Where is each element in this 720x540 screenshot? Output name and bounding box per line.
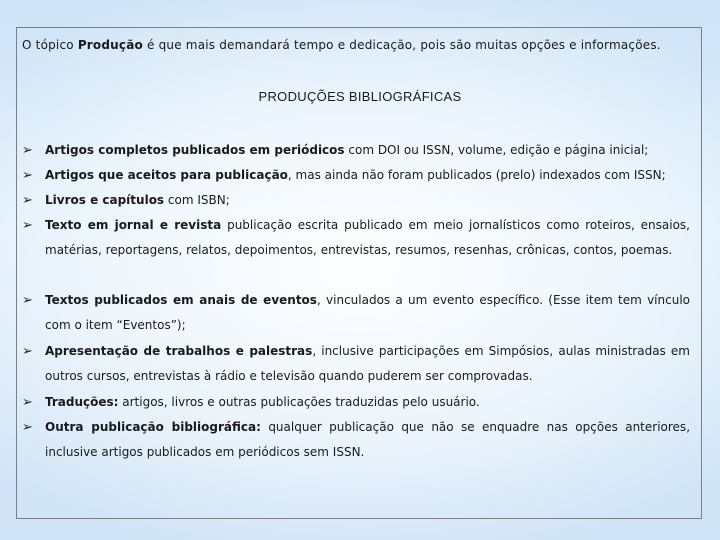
item-text: com ISBN; [164,193,230,207]
arrowhead-bullet-icon: ➢ [22,218,33,233]
item-text: com DOI ou ISSN, volume, edição e página inicial; [344,143,649,157]
list-item [22,138,690,163]
list-item [22,415,690,465]
arrowhead-bullet-icon: ➢ [22,395,33,410]
arrowhead-bullet-icon: ➢ [22,293,33,308]
arrowhead-bullet-icon: ➢ [22,193,33,208]
item-text: artigos, livros e outras publicações traduzidas pelo usuário. [118,395,480,409]
list-item [22,163,690,188]
item-text: , vinculados a um evento específico. (Esse item tem vínculo com o item “Eventos”); [45,293,690,332]
intro-suffix: é que mais demandará tempo e dedicação, pois são muitas opções e informações. [142,38,661,52]
intro-bold-term: Produção [77,38,143,52]
list-item [22,339,690,389]
arrowhead-bullet-icon: ➢ [22,344,33,359]
item-text: publicação escrita publicado em meio jornalísticos como roteiros, ensaios, matérias, reportagens, relatos, depoimentos, entrevistas, resumos, resenhas, crônicas, contos, poemas. [45,218,690,257]
arrowhead-bullet-icon: ➢ [22,143,33,158]
list-item [22,288,690,338]
item-title: Outra publicação bibliográfica: [45,420,261,434]
item-text: qualquer publicação que não se enquadre nas opções anteriores, inclusive artigos publicados em periódicos sem ISSN. [45,420,691,459]
item-text: , mas ainda não foram publicados (prelo) indexados com ISSN; [287,168,666,182]
list-item [22,390,690,415]
item-text: , inclusive participações em Simpósios, aulas ministradas em outros cursos, entrevistas à rádio e televisão quando puderem ser comprovadas. [45,344,690,383]
item-title: Texto em jornal e revista [45,218,222,232]
list-item [22,188,690,213]
item-title: Apresentação de trabalhos e palestras [45,344,313,358]
item-title: Textos publicados em anais de eventos [45,293,317,307]
item-title: Artigos completos publicados em periódicos [45,143,345,157]
arrowhead-bullet-icon: ➢ [22,168,33,183]
list-item [22,213,690,263]
item-title: Traduções: [45,395,119,409]
item-title: Livros e capítulos [45,193,165,207]
arrowhead-bullet-icon: ➢ [22,420,33,435]
item-title: Artigos que aceitos para publicação [45,168,288,182]
intro-prefix: O tópico [22,38,78,52]
section-title: PRODUÇÕES BIBLIOGRÁFICAS [258,89,462,104]
intro-paragraph [22,38,661,52]
